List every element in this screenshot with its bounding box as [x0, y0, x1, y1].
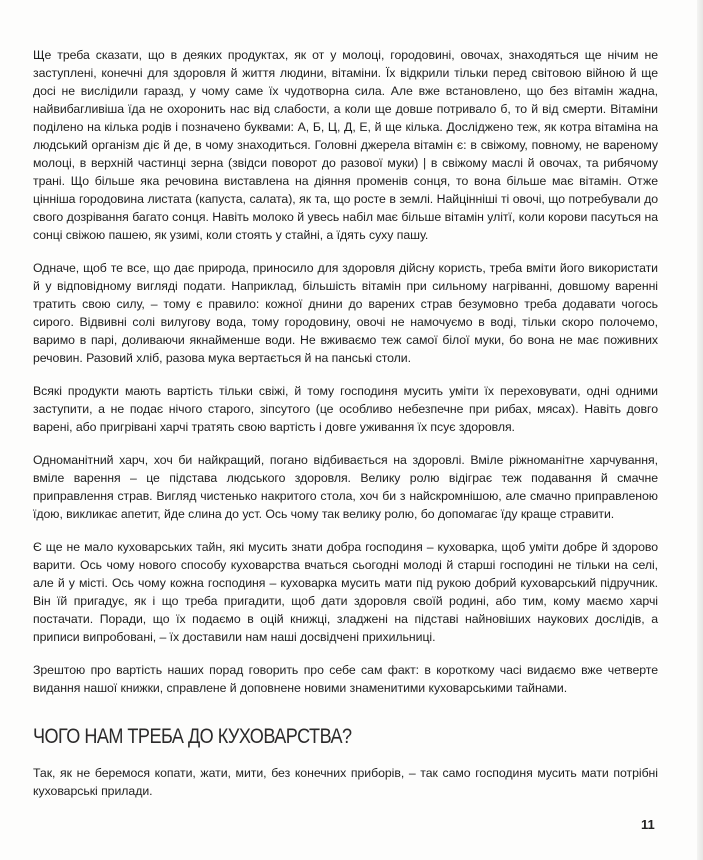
paragraph-monotonous-food: Одноманітний харч, хоч би найкращий, погано відбивається на здоровлі. Вміле ріжноманітне харчування, вміле варення – це підстава людського здоровля. Велику ролю відіграє теж подавання й смачне приправлення страв. Вигляд чистенько накритого стола, хоч би з найскромнішою, але смачно приправленою їдою, викликає апетит, йде слина до уст. Ось чому так велику ролю, бо допомагає їду краще стравити. [33, 453, 658, 521]
paragraph-fresh-products: Всякі продукти мають вартість тільки свіжі, й тому господиня мусить уміти їх переховувати, одні одними заступити, а не подає нічого старого, зіпсутого (це особливо небезпечне при рибах, мясах). Навіть довго варені, або пригрівані харчі тратять свою вартість і довге уживання їх псує здоровля. [33, 384, 658, 434]
page-content [33, 46, 658, 815]
paragraph-cooking-secrets: Є ще не мало куховарських тайн, які мусить знати добра господиня – куховарка, щоб уміти добре й здорово варити. Ось чому нового способу куховарства вчаться сьогодні молоді й старші господині не тільки на селі, але й у місті. Ось чому кожна господиня – куховарка мусить мати під рукою добрий куховарський підручник. Він їй пригадує, як і що треба пригадити, щоб дати здоровля своїй родині, або тим, кому маємо харчі постачати. Поради, що їх подаємо в оцій книжці, зладжені на підставі найновіших наукових дослідів, а приписи випробовані, – їх доставили нам наші досвідчені прихильниці. [33, 540, 658, 644]
page-number: 11 [641, 817, 655, 832]
paragraph-tools: Так, як не беремося копати, жати, мити, без конечних приборів, – так само господиня мусить мати потрібні куховарські прилади. [33, 766, 658, 798]
paragraph-nature: Одначе, щоб те все, що дає природа, приносило для здоровля дійсну користь, треба вміти його використати й у відповідному вигляді подати. Наприклад, більшість вітамін при сильному нагріванні, довшому варенні тратить свою силу, – тому є правило: кожної днини до варених страв безумовно треба додавати чогось сирого. Відвивні солі вилугову вода, тому городовину, овочі не намочуємо в воді, тільки скоро полочемо, варимо в парі, доливаючи якнайменше води. Не вживаємо теж самої білої муки, бо вона не має поживних речовин. Разовий хліб, разова мука вертається й на панські столи. [33, 261, 658, 365]
section-heading: ЧОГО НАМ ТРЕБА ДО КУХОВАРСТВА? [33, 725, 352, 748]
scan-edge-shadow [697, 0, 703, 860]
paragraph-edition: Зрештою про вартість наших порад говорить про себе сам факт: в короткому часі видаємо вже четверте видання нашої книжки, справлене й доповнене новими знаменитими куховарськими тайнами. [33, 663, 658, 695]
paragraph-vitamins: Ще треба сказати, що в деяких продуктах, як от у молоці, городовині, овочах, знаходяться ще нічим не заступлені, конечні для здоровля й життя людини, вітаміни. Їх відкрили тільки перед світовою війною й ще досі не вислідили гаразд, у чому саме їх чудотворна сила. Але вже встановлено, що без вітамін жадна, найвибагливіша їда не охоронить нас від слабости, а коли ще довше потривало б, то й від смерти. Вітаміни поділено на кілька родів і позначено буквами: А, Б, Ц, Д, Е, й ще кілька. Досліджено теж, як котра вітаміна на людський організм діє й де, в чому знаходиться. Головні джерела вітамін є: в свіжому, повному, не вареному молоці, в верхній частинці зерна (звідси поворот до разової муки) | в свіжому маслі й овочах, та рибячому трані. Що більше яка речовина виставлена на діяння променів сонця, то вона більше має вітамін. Отже цінніша городовина листата (капуста, салата), як та, що росте в землі. Найцінніші ті овочі, що потребували до свого дозрівання багато сонця. Навіть молоко й увесь набіл має більше вітамін улітї, коли корови пасуться на сонці свіжою пашею, як узимі, коли стоять у стайні, а їдять суху пашу. [33, 48, 658, 242]
